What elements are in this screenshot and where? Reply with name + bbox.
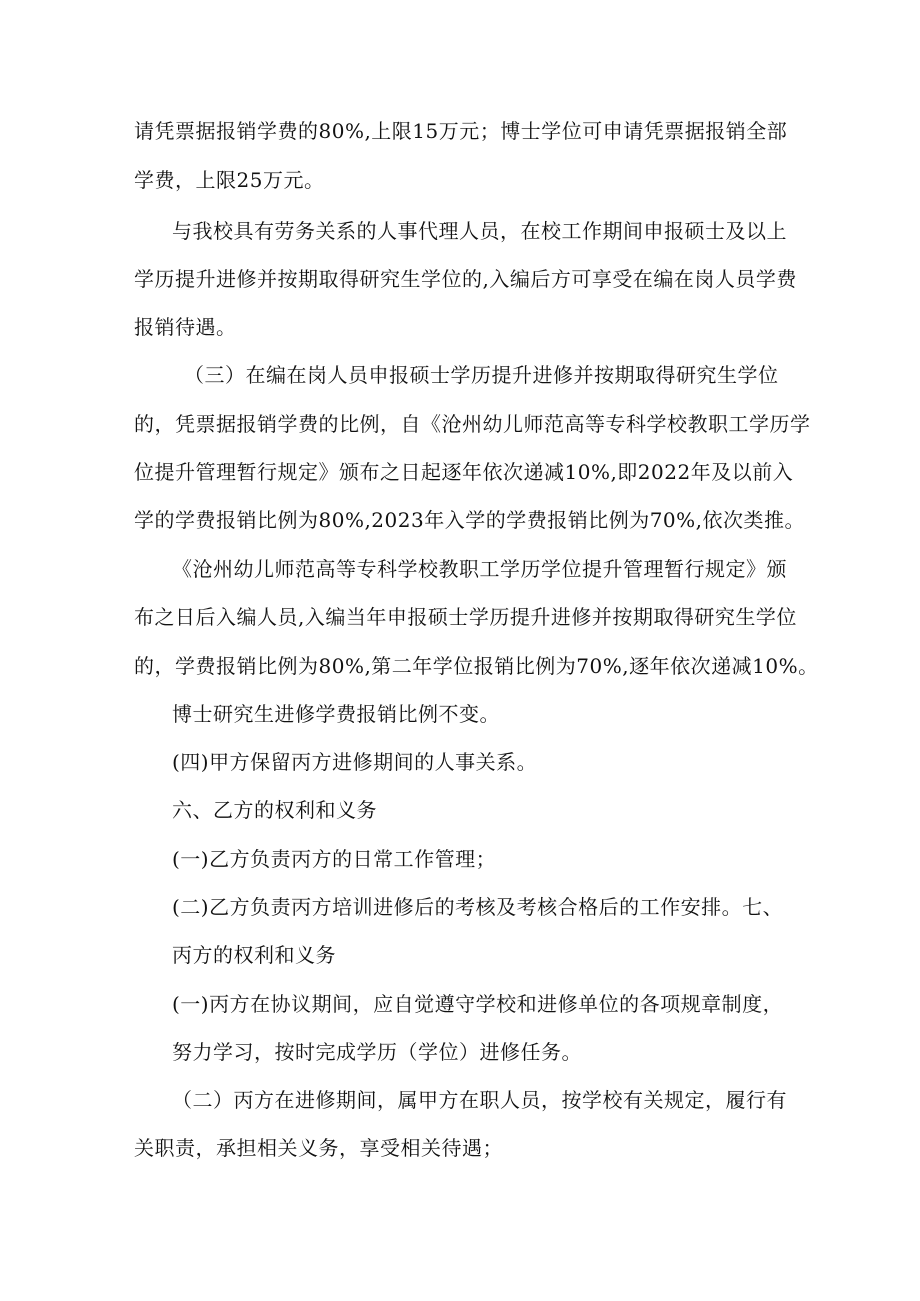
paragraph-line: 努力学习，按时完成学历（学位）进修任务。 [172, 1040, 582, 1064]
paragraph-line: 报销待遇。 [134, 315, 237, 339]
paragraph-line: 《沧州幼儿师范高等专科学校教职工学历学位提升管理暂行规定》颁 [172, 557, 787, 581]
paragraph-line: (一)乙方负责丙方的日常工作管理； [172, 847, 497, 871]
paragraph-line: 博士研究生进修学费报销比例不变。 [172, 702, 500, 726]
paragraph-line: (二)乙方负责丙方培训进修后的考核及考核合格后的工作安排。七、 [172, 895, 784, 919]
paragraph-line: 的，凭票据报销学费的比例，自《沧州幼儿师范高等专科学校教职工学历学 [134, 412, 811, 436]
paragraph-line: 学的学费报销比例为80%,2023年入学的学费报销比例为70%,依次类推。 [134, 508, 806, 532]
paragraph-line: 的，学费报销比例为80%,第二年学位报销比例为70%,逐年依次递减10%。 [134, 654, 819, 678]
paragraph-line: (一)丙方在协议期间，应自觉遵守学校和进修单位的各项规章制度， [172, 992, 784, 1016]
paragraph-line: （三）在编在岗人员申报硕士学历提升进修并按期取得研究生学位 [184, 363, 779, 387]
section-heading: 六、乙方的权利和义务 [172, 798, 377, 822]
paragraph-line: 学历提升进修并按期取得研究生学位的,入编后方可享受在编在岗人员学费 [134, 267, 797, 291]
paragraph-line: (四)甲方保留丙方进修期间的人事关系。 [172, 750, 538, 774]
paragraph-line: （二）丙方在进修期间，属甲方在职人员，按学校有关规定，履行有 [172, 1088, 787, 1112]
paragraph-line: 位提升管理暂行规定》颁布之日起逐年依次递减10%,即2022年及以前入 [134, 460, 794, 484]
paragraph-line: 与我校具有劳务关系的人事代理人员，在校工作期间申报硕士及以上 [172, 219, 787, 243]
section-heading: 丙方的权利和义务 [172, 943, 336, 967]
paragraph-line: 学费，上限25万元。 [134, 168, 325, 192]
paragraph-line: 布之日后入编人员,入编当年申报硕士学历提升进修并按期取得研究生学位 [134, 605, 797, 629]
paragraph-line: 关职责，承担相关义务，享受相关待遇； [134, 1136, 503, 1160]
paragraph-line: 请凭票据报销学费的80%,上限15万元；博士学位可申请凭票据报销全部 [134, 119, 788, 143]
